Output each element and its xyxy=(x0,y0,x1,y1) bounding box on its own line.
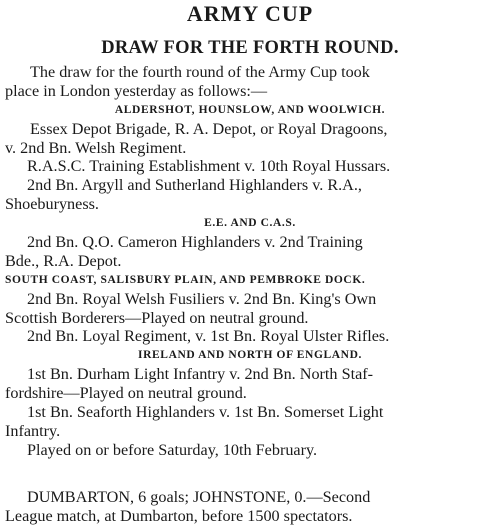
section-heading: ALDERSHOT, HOUNSLOW, AND WOOLWICH. xyxy=(114,103,386,116)
match-result: DUMBARTON, 6 goals; JOHNSTONE, 0.—Second xyxy=(27,487,371,506)
article-title: ARMY CUP xyxy=(186,1,314,26)
fixture-line: 2nd Bn. Loyal Regiment, v. 1st Bn. Royal Ulster Rifles. xyxy=(27,327,390,346)
fixture-line: Infantry. xyxy=(5,421,61,440)
intro-line: place in London yesterday as follows:— xyxy=(5,81,268,100)
fixture-line: 2nd Bn. Royal Welsh Fusiliers v. 2nd Bn. King's Own xyxy=(27,289,377,308)
spacer xyxy=(5,460,495,488)
fixture-line: Bde., R.A. Depot. xyxy=(5,251,122,270)
section-heading: IRELAND AND NORTH OF ENGLAND. xyxy=(138,349,362,362)
section-heading: SOUTH COAST, SALISBURY PLAIN, AND PEMBROKE DOCK. xyxy=(5,273,366,286)
fixture-line: v. 2nd Bn. Welsh Regiment. xyxy=(5,138,187,157)
article-subtitle: DRAW FOR THE FORTH ROUND. xyxy=(101,38,399,58)
fixture-line: Scottish Borderers—Played on neutral ground. xyxy=(5,308,309,327)
fixture-line: R.A.S.C. Training Establishment v. 10th Royal Hussars. xyxy=(27,157,391,176)
fixture-line: Shoeburyness. xyxy=(5,195,99,214)
closing-note: Played on or before Saturday, 10th February. xyxy=(27,440,318,459)
intro-line: The draw for the fourth round of the Army Cup took xyxy=(30,63,370,81)
fixture-line: 2nd Bn. Argyll and Sutherland Highlanders v. R.A., xyxy=(27,176,362,195)
newspaper-clipping xyxy=(0,1,501,525)
match-result: League match, at Dumbarton, before 1500 spectators. xyxy=(5,506,353,525)
fixture-line: 1st Bn. Seaforth Highlanders v. 1st Bn. Somerset Light xyxy=(27,403,384,422)
fixture-line: 1st Bn. Durham Light Infantry v. 2nd Bn. North Staf- xyxy=(27,365,374,384)
section-heading: E.E. AND C.A.S. xyxy=(204,217,296,230)
fixture-line: Essex Depot Brigade, R. A. Depot, or Royal Dragoons, xyxy=(30,119,388,138)
fixture-line: fordshire—Played on neutral ground. xyxy=(5,384,247,403)
fixture-line: 2nd Bn. Q.O. Cameron Highlanders v. 2nd Training xyxy=(27,233,363,252)
